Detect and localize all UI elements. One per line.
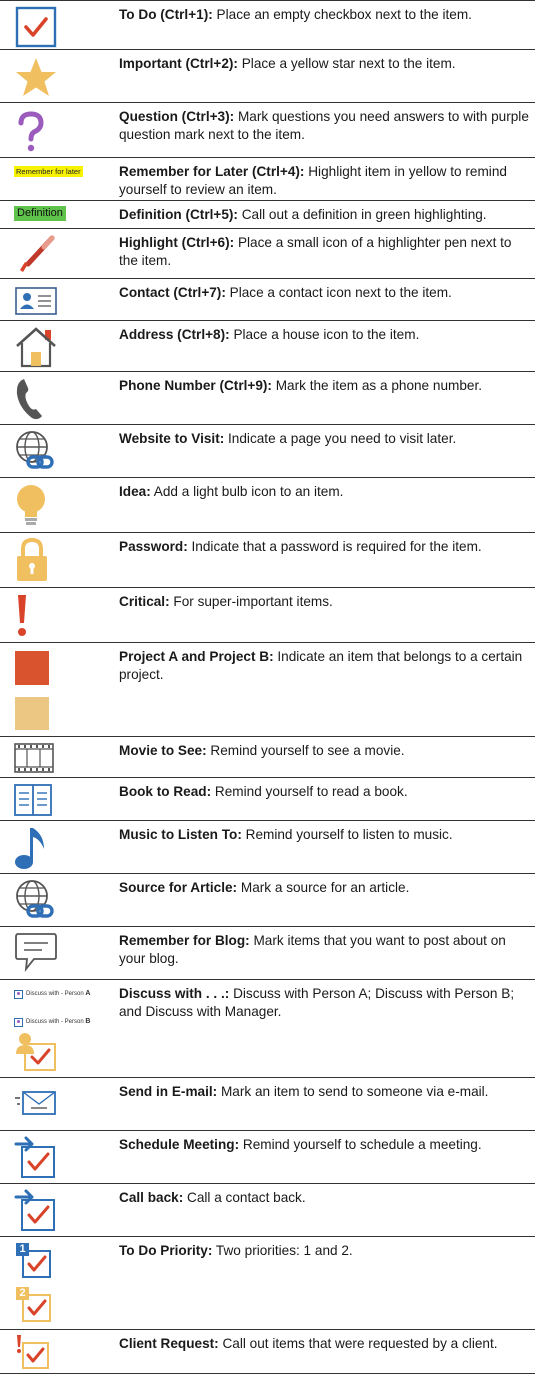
- row-text: [119, 985, 529, 1021]
- icon-cell: [0, 425, 113, 477]
- row-text: [119, 284, 529, 302]
- row-text: [119, 538, 529, 556]
- icon-cell: [0, 1184, 113, 1236]
- exclamation-icon: [14, 593, 30, 639]
- row-text: [119, 206, 529, 224]
- icon-cell: [0, 1078, 113, 1130]
- tag-description: Highlight item in yellow to remind yourself to review an item.: [119, 164, 507, 197]
- tag-title: Schedule Meeting:: [119, 1137, 240, 1152]
- tag-description: Indicate that a password is required for the item.: [191, 539, 482, 554]
- tag-title: Definition (Ctrl+5):: [119, 207, 238, 222]
- table-row: [0, 588, 535, 643]
- icon-cell: [0, 1131, 113, 1183]
- tag-description: Call out a definition in green highlighting.: [241, 207, 487, 222]
- icon-cell: [0, 50, 113, 102]
- lock-icon: [15, 537, 49, 583]
- tag-description: Indicate an item that belongs to a certain project.: [119, 649, 523, 682]
- highlighter-pen-icon: [14, 234, 58, 276]
- icon-cell: [0, 980, 113, 1077]
- table-row: [0, 980, 535, 1078]
- row-text: [119, 6, 529, 24]
- tag-title: Book to Read:: [119, 784, 212, 799]
- definition-highlight: Definition: [14, 206, 66, 221]
- discuss-person-b-label: Discuss with - Person B: [26, 1018, 91, 1025]
- table-row: [0, 1131, 535, 1184]
- table-row: [0, 425, 535, 478]
- row-text: [119, 1189, 529, 1207]
- icon-cell: [0, 321, 113, 371]
- priority-2-icon: [14, 1285, 54, 1325]
- row-text: [119, 1136, 529, 1154]
- call-back-icon: [14, 1188, 58, 1232]
- tag-title: Source for Article:: [119, 880, 238, 895]
- tag-title: Idea:: [119, 484, 151, 499]
- table-row: [0, 778, 535, 821]
- tag-title: Client Request:: [119, 1336, 219, 1351]
- row-text: [119, 593, 529, 611]
- table-row: [0, 201, 535, 229]
- speech-bubble-icon: [14, 931, 58, 975]
- row-text: [119, 377, 529, 395]
- tag-title: Discuss with . . .:: [119, 986, 230, 1001]
- icon-cell: [0, 478, 113, 532]
- tag-description: Two priorities: 1 and 2.: [215, 1243, 353, 1258]
- tag-title: Contact (Ctrl+7):: [119, 285, 226, 300]
- icon-cell: [0, 533, 113, 587]
- tag-title: Password:: [119, 539, 188, 554]
- row-text: [119, 932, 529, 968]
- priority-2-label: 2: [19, 1287, 26, 1299]
- project-a-square-icon: [15, 651, 49, 685]
- tag-description: Remind yourself to see a movie.: [210, 743, 405, 758]
- music-note-icon: [14, 825, 48, 871]
- table-row: [0, 229, 535, 279]
- icon-cell: [0, 588, 113, 642]
- tag-description: Mark items that you want to post about on your blog.: [119, 933, 506, 966]
- tag-description: Place a contact icon next to the item.: [229, 285, 452, 300]
- tag-description: Remind yourself to schedule a meeting.: [242, 1137, 482, 1152]
- row-text: [119, 163, 529, 199]
- tag-title: Important (Ctrl+2):: [119, 56, 238, 71]
- tag-description: Place a house icon to the item.: [233, 327, 420, 342]
- table-row: [0, 478, 535, 533]
- tag-description: Call a contact back.: [187, 1190, 306, 1205]
- table-row: [0, 103, 535, 158]
- tag-title: To Do Priority:: [119, 1243, 213, 1258]
- question-mark-icon: [16, 111, 46, 153]
- row-text: [119, 879, 529, 897]
- table-row: [0, 50, 535, 103]
- person-small-icon: [14, 1018, 23, 1027]
- table-row: [0, 1078, 535, 1131]
- schedule-meeting-icon: [14, 1135, 58, 1179]
- table-row: [0, 321, 535, 372]
- icon-cell: [0, 874, 113, 926]
- phone-icon: [14, 376, 50, 422]
- icon-cell: [0, 372, 113, 424]
- icon-cell: [0, 1237, 113, 1329]
- tag-description: For super-important items.: [173, 594, 333, 609]
- table-row: [0, 372, 535, 425]
- tag-description: Remind yourself to read a book.: [214, 784, 408, 799]
- row-text: [119, 483, 529, 501]
- table-row: [0, 1330, 535, 1374]
- tag-description: Place a small icon of a highlighter pen next to the item.: [119, 235, 512, 268]
- tag-title: Highlight (Ctrl+6):: [119, 235, 235, 250]
- icon-cell: [0, 778, 113, 820]
- row-text: [119, 108, 529, 144]
- tag-title: Music to Listen To:: [119, 827, 242, 842]
- tag-description: Indicate a page you need to visit later.: [228, 431, 457, 446]
- tag-description: Mark the item as a phone number.: [275, 378, 483, 393]
- tag-title: Project A and Project B:: [119, 649, 274, 664]
- row-text: [119, 783, 529, 801]
- discuss-manager-icon: [15, 1032, 57, 1072]
- tag-description: Place an empty checkbox next to the item.: [216, 7, 472, 22]
- table-row: [0, 1237, 535, 1330]
- table-row: [0, 927, 535, 980]
- tag-title: Remember for Blog:: [119, 933, 250, 948]
- tag-title: Question (Ctrl+3):: [119, 109, 235, 124]
- table-row: [0, 643, 535, 737]
- row-text: [119, 430, 529, 448]
- priority-1-label: 1: [19, 1243, 26, 1255]
- remember-for-later-highlight: Remember for later: [16, 167, 81, 176]
- globe-link-icon: [14, 878, 58, 922]
- row-text: [119, 1083, 529, 1101]
- project-b-square-icon: [15, 697, 49, 730]
- icon-cell: [0, 927, 113, 979]
- table-row: [0, 737, 535, 778]
- tag-description: Mark a source for an article.: [240, 880, 410, 895]
- tag-description: Call out items that were requested by a client.: [222, 1336, 498, 1351]
- tag-description: Place a yellow star next to the item.: [241, 56, 456, 71]
- row-text: [119, 1242, 529, 1260]
- row-text: [119, 742, 529, 760]
- person-small-icon: [14, 990, 23, 999]
- row-text: [119, 826, 529, 844]
- table-row: [0, 533, 535, 588]
- icon-cell: [0, 737, 113, 777]
- table-row: [0, 874, 535, 927]
- film-strip-icon: [14, 743, 54, 773]
- table-row: [0, 821, 535, 874]
- icon-cell: [0, 643, 113, 736]
- icon-cell: [0, 229, 113, 278]
- icon-cell: [0, 1, 113, 49]
- light-bulb-icon: [14, 483, 50, 529]
- tag-title: Remember for Later (Ctrl+4):: [119, 164, 305, 179]
- email-envelope-icon: [14, 1090, 58, 1116]
- icon-cell: [0, 1330, 113, 1373]
- tag-title: Phone Number (Ctrl+9):: [119, 378, 272, 393]
- icon-cell: [0, 103, 113, 157]
- table-row: [0, 279, 535, 321]
- book-icon: [14, 784, 52, 816]
- contact-card-icon: [15, 287, 57, 315]
- tag-description: Add a light bulb icon to an item.: [153, 484, 344, 499]
- globe-link-icon: [14, 429, 58, 473]
- row-text: [119, 648, 529, 684]
- tag-title: Send in E-mail:: [119, 1084, 218, 1099]
- icon-cell: [0, 279, 113, 320]
- table-row: [0, 1184, 535, 1237]
- tag-description: Discuss with Person A; Discuss with Person B; and Discuss with Manager.: [119, 986, 515, 1019]
- row-text: [119, 1335, 529, 1353]
- row-text: [119, 234, 529, 270]
- icon-cell: [0, 821, 113, 873]
- tag-title: Critical:: [119, 594, 170, 609]
- house-icon: [14, 326, 58, 368]
- tag-title: Website to Visit:: [119, 431, 225, 446]
- star-icon: [14, 56, 58, 100]
- todo-checkbox-icon: [15, 6, 57, 48]
- icon-cell: [0, 158, 113, 200]
- tag-title: Address (Ctrl+8):: [119, 327, 230, 342]
- row-text: [119, 326, 529, 344]
- tag-description: Mark questions you need answers to with purple question mark next to the item.: [119, 109, 529, 142]
- tag-description: Remind yourself to listen to music.: [245, 827, 453, 842]
- table-row: [0, 158, 535, 201]
- tag-title: To Do (Ctrl+1):: [119, 7, 213, 22]
- priority-1-icon: [14, 1241, 54, 1281]
- client-request-icon: [14, 1333, 50, 1371]
- table-row: [0, 0, 535, 50]
- discuss-person-a-label: Discuss with - Person A: [26, 990, 91, 997]
- tag-title: Call back:: [119, 1190, 184, 1205]
- row-text: [119, 55, 529, 73]
- tag-title: Movie to See:: [119, 743, 207, 758]
- tag-description: Mark an item to send to someone via e-mail.: [220, 1084, 489, 1099]
- icon-cell: [0, 201, 113, 228]
